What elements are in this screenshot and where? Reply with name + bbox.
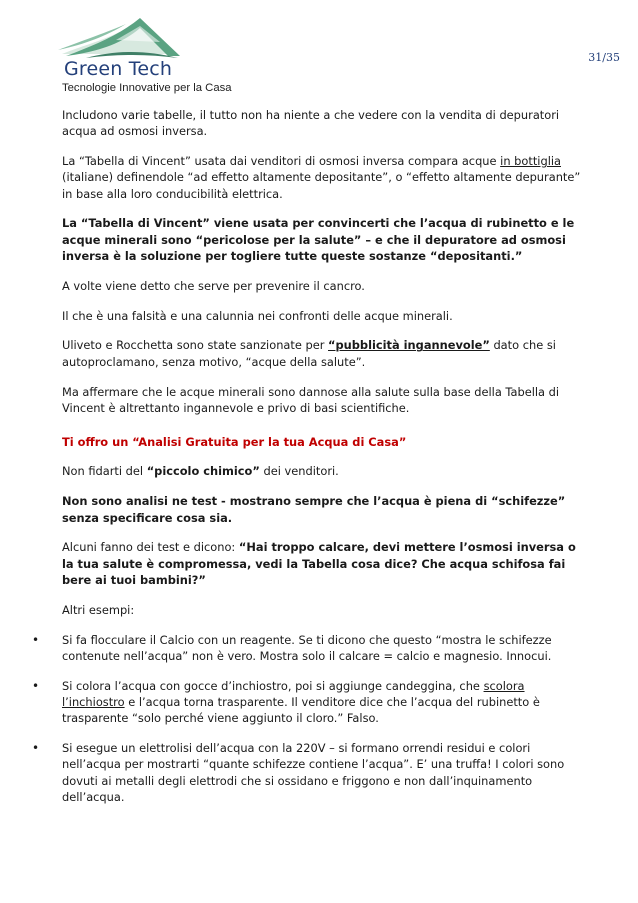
pubblicita-ingannevole: “pubblicità ingannevole”: [328, 338, 490, 353]
paragraph-no-tests: Non sono analisi ne test - mostrano sempre che l’acqua è piena di “schifezze” senza specificare cosa sia.: [62, 494, 566, 525]
list-item: • Si fa flocculare il Calcio con un reagente. Se ti dicono che questo “mostra le schifezze contenute nell’acqua” non è vero. Mostra solo il calcare = calcio e magnesio. Innocui.: [32, 632, 552, 663]
brand-tagline: Tecnologie Innovative per la Casa: [62, 82, 232, 94]
paragraph-vincent-bold: La “Tabella di Vincent” viene usata per convincerti che l’acqua di rubinetto e le acque minerali sono “pericolose per la salute” – e che il depuratore ad osmosi inversa è la soluzione per togliere tutte queste sostanze “depositanti.”: [62, 216, 575, 264]
paragraph-intro: Includono varie tabelle, il tutto non ha niente a che vedere con la vendita di depuratori acqua ad osmosi inversa.: [62, 108, 560, 139]
link-scolora-inchiostro[interactable]: scolora l’inchiostro: [62, 678, 525, 709]
examples-list: [32, 632, 582, 806]
paragraph-falsity: Il che è una falsità e una calunnia nei confronti delle acque minerali.: [62, 308, 453, 323]
bullet-icon: •: [32, 678, 40, 693]
paragraph-uliveto: Uliveto e Rocchetta sono state sanzionate per “pubblicità ingannevole” dato che si autoproclamano, senza motivo, “acque della salute”.: [62, 338, 556, 369]
paragraph-piccolo-chimico: Non fidarti del “piccolo chimico” dei venditori.: [62, 464, 339, 479]
link-in-bottiglia[interactable]: in bottiglia: [500, 154, 561, 169]
brand-name: Green Tech: [64, 58, 173, 80]
list-item: • Si esegue un elettrolisi dell’acqua con la 220V – si formano orrendi residui e colori nell’acqua per mostrarti “quante schifezze contiene l’acqua”. E’ una truffa! I colori sono dovuti ai metalli degli elettrodi che si ossidano e friggono e non dall’inquinamento dell’acqua.: [32, 741, 565, 804]
bullet-icon: •: [32, 632, 40, 647]
paragraph-vincent-table: La “Tabella di Vincent” usata dai venditori di osmosi inversa compara acque in bottiglia (italiane) definendole “ad effetto altamente depositante”, o “effetto altamente depurante” in base alla loro conducibilità elettrica.: [62, 154, 581, 201]
paragraph-mineral-waters: Ma affermare che le acque minerali sono dannose alla salute sulla base della Tabella di Vincent è altrettanto ingannevole e privo di basi scientifiche.: [62, 384, 560, 415]
document-body: [32, 107, 582, 819]
list-item: • Si colora l’acqua con gocce d’inchiostro, poi si aggiunge candeggina, che scolora l’inchiostro e l’acqua torna trasparente. Il venditore dice che l’acqua del rubinetto è trasparente “solo perché viene aggiunto il cloro.” Falso.: [32, 678, 540, 726]
bullet-icon: •: [32, 741, 40, 756]
section-heading: Ti offro un “Analisi Gratuita per la tua Acqua di Casa”: [62, 434, 407, 449]
paragraph-calcare: Alcuni fanno dei test e dicono: “Hai troppo calcare, devi mettere l’osmosi inversa o la tua salute è compromessa, vedi la Tabella cosa dice? Che acqua schifosa fai bere ai tuoi bambini?”: [62, 540, 576, 587]
page-number: 31/35: [588, 51, 620, 64]
paragraph-cancer: A volte viene detto che serve per prevenire il cancro.: [62, 278, 365, 293]
paragraph-other-examples: Altri esempi:: [62, 602, 135, 617]
